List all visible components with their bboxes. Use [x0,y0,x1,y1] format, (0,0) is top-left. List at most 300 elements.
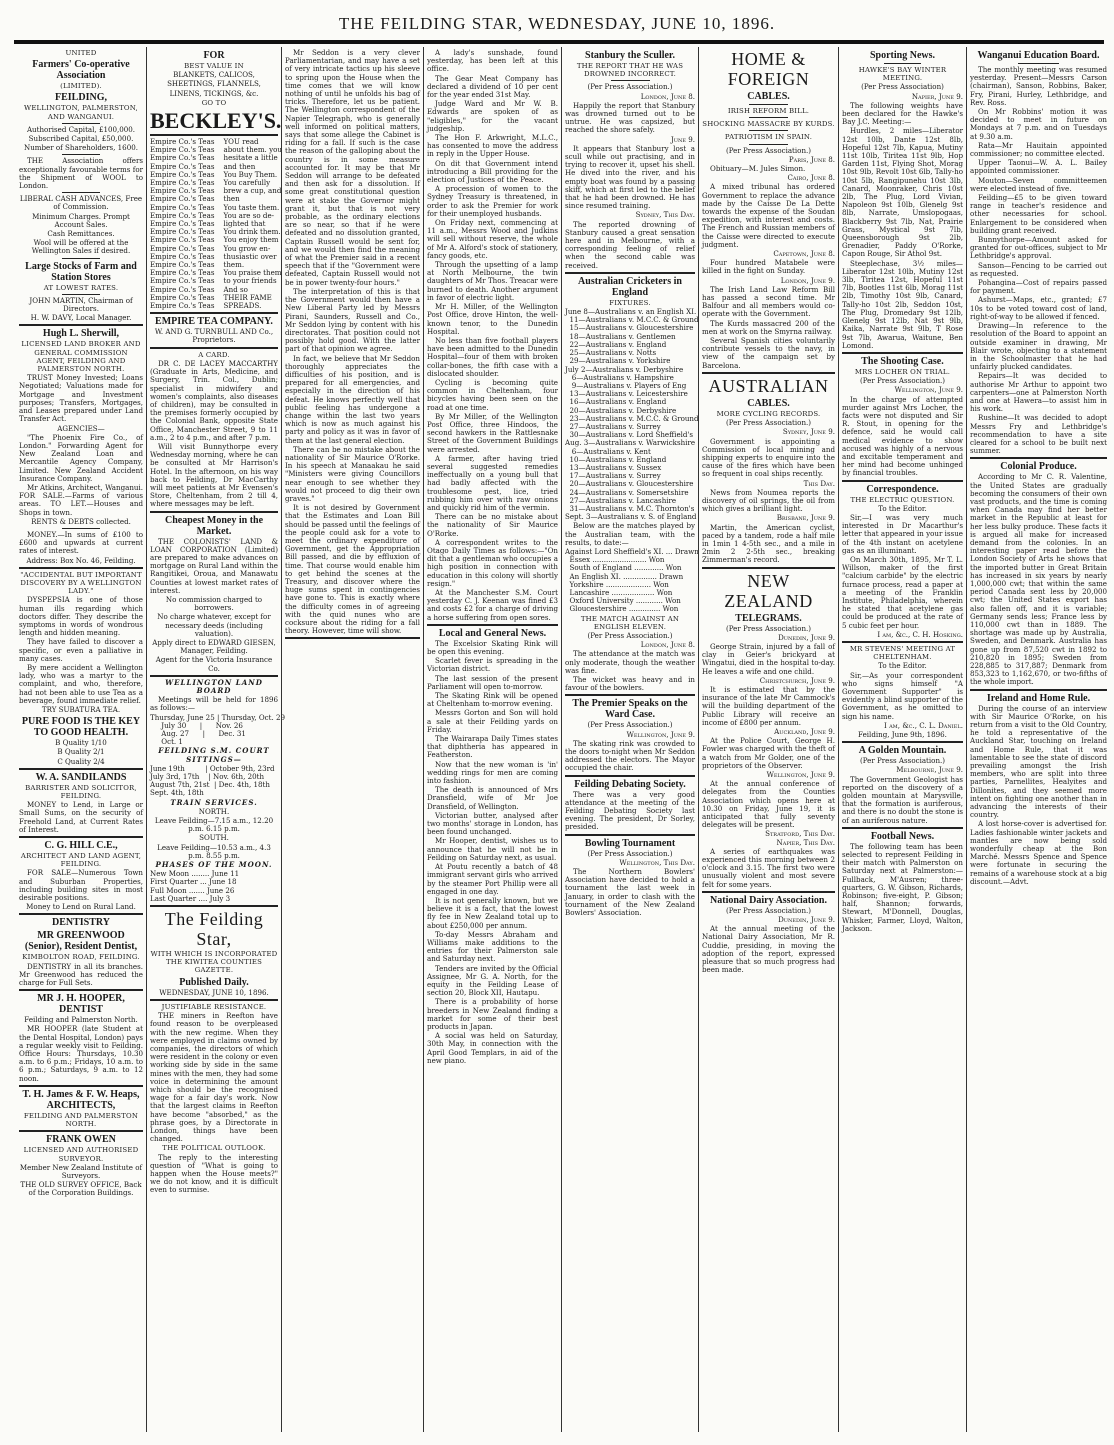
paragraph: Upper Taonui—W. A. L. Bailey appointed commissioner. [970,158,1107,176]
dateline: Napier, June 9. [911,91,963,101]
subheading: BEST VALUE IN [184,62,244,70]
article-heading: Australian Cricketers in England [578,275,682,298]
dateline: I am, &c., C. H. Hosking. [877,629,963,639]
listing-row: 20—Australians v. Derbyshire [565,405,677,415]
subheading: LICENSED AND AUTHORISED SURVEYOR. [23,1146,139,1163]
paragraph: The monthly meeting was resumed yesterday. Present—Messrs Carson (chairman), Sanson, Robbins, Baker, Fry, Pirani, Hurley, Lethbridge, and Rev. Ross. [970,65,1107,107]
centered-line: Leave Feilding—10.53 a.m., 4.3 p.m. 8.55 p.m. [157,842,271,860]
divider-rule [150,134,278,136]
paragraph: It appears that Stanbury lost a scull while out practising, and in trying to recover it, upset his shell. He dived into the river, and his empty boat was found by a passing skiff, which at first led to the belief that he had been drowned. He has since resumed training. [565,143,695,211]
dateline: Wellington, This Day. [619,857,695,867]
section-banner: NEW ZEALAND [724,570,813,611]
divider-rule [62,528,99,529]
centered-line: Address: Box No. 46, Feilding. [26,555,136,565]
subheading: MR STEVENS' MEETING AT CHELTENHAM. [849,645,956,662]
divider-rule [749,104,789,105]
article-heading: EMPIRE TEA COMPANY. [155,316,273,328]
article-heading: FEILDING, [55,92,107,104]
centered-line: Leave Feilding—7.15 a.m., 12.20 p.m. 6.15 p.m. [154,816,274,834]
divider-rule [19,567,143,569]
listing-row: July 30 | Nov. 26 [150,720,243,730]
listing-row: June 8—Australians v. an English XI. [565,307,697,317]
paragraph: The reported drowning of Stanbury caused a great sensation here and in Melbourne, with a corresponding feeling of relief when the second cable was received. [565,219,695,270]
centered-line: (Per Press Association.) [587,848,673,858]
listing-row: 31—Australians v. M.C. Thornton's [565,503,695,513]
listing-row: 15—Australians v. Gloucestershire [565,323,694,333]
paragraph: Happily the report that Stanbury was drowned turned out to be untrue. He was capsized, but reached the shore safely. [565,100,695,135]
article-heading: FRANK OWEN [46,1134,116,1146]
centered-line: (Per Press Association.) [587,82,673,92]
centered-line: WEDNESDAY, JUNE 10, 1896. [159,987,269,997]
subheading: "ACCIDENTAL BUT IMPORTANT DISCOVERY BY A WELLINGTON LADY." [20,570,142,596]
centered-line: AGENCIES— [57,423,105,433]
centered-line: SOUTH. [199,833,229,843]
paragraph: Now that the new woman is 'in' wedding rings for men are coming into fashion. [427,759,558,786]
article-heading: Correspondence. [866,483,939,495]
section-banner: AUSTRALIAN [708,375,829,396]
notice-heading: WELLINGTON LAND BOARD [165,677,263,695]
divider-rule [611,80,650,81]
centered-line: To the Editor. [878,503,927,513]
centered-line: H. W. DAVY, Local Manager. [30,313,132,323]
paragraph: A mixed tribunal has ordered Government to replace the advance made by the Caisse De La Dette towards the expense of the Soudan expedition, with interest and costs. The French and Russian members of the Caisse were directed to execute judgment. [702,182,835,249]
divider-rule [842,352,963,354]
subheading: HAWKE'S BAY WINTER MEETING. [858,66,947,83]
divider-rule [19,836,143,838]
listing-row: Essex ........................ Won [565,555,665,565]
paragraph: Pohangina—Cost of repairs passed for payment. [970,278,1107,296]
article-heading: Published Daily. [179,976,249,988]
paragraph: On Mr Robbins' motion it was decided to meet in future on Mondays at 7 p.m. and on Tuesdays at 9.30 a.m. [970,107,1107,141]
paragraph: The skating rink was crowded to the doors to-night when Mr Seddon addressed the electors. The Mayor occupied the chair. [565,738,695,773]
paragraph: By mere accident a Wellington lady, who was a martyr to the complaint, and who, therefore, had not been able to use Tea as a beverage, found immediate relief. [19,662,143,705]
listing-row: 6—Australians v. Hampshire [565,372,674,382]
dateline: London, June 8. [640,91,695,101]
listing-row: Empire Co.'s Teas You praise them [150,268,282,278]
centered-line: Member New Zealand Institute of Surveyors. [19,1162,143,1180]
dateline: Dunedin, June 9. [778,915,835,925]
paragraph: Several Spanish cities voluntarily contribute vessels to the navy, in view of the campaign set by Barcelona. [702,336,835,370]
listing-row: 20—Australians v. Gloucestershire [565,479,694,489]
divider-rule [884,63,920,64]
centered-line: THE OLD SURVEY OFFICE, Back of the Corporation Buildings. [20,1180,142,1198]
listing-table [150,712,286,747]
listing-row: 13—Australians v. Leicestershire [565,389,688,399]
paragraph: The following weights have been declared for the Hawke's Bay J.C. Meeting:— [842,100,963,127]
paragraph: Meetings will be held for 1896 as follows:— [150,695,278,713]
divider-rule [749,130,789,131]
paragraph: The wicket was heavy and in favour of the bowlers. [565,675,695,693]
listing-row: Empire Co.'s Teas and then [150,161,256,171]
centered-line: (Per Press Association) [861,82,944,92]
paragraph: DYSPEPSIA is one of those human ills regarding which doctors differ. They describe the symptoms in words of wondrous length and hidden meaning. [19,595,143,638]
paragraph: Scarlet fever is spreading in the Victorian district. [427,656,558,674]
paragraph: At Poutu recently a batch of 48 immigrant servant girls who arrived by the steamer Port Phillip were all engaged in one day. [427,862,558,896]
listing-row: Yorkshire .................... Won [565,579,669,589]
paragraph: George Strain, injured by a fall of clay in Geier's brickyard at Wingatui, died in the hospital to-day. He leaves a wife and one child. [702,641,835,676]
listing-row: Empire Co.'s Teas You grow en- [150,243,271,253]
centered-line: RENTS & DEBTS collected. [31,516,131,526]
paragraph: Martin, the American cyclist, paced by a tandem, rode a half mile in 1min 1 4-5th sec., and a mile in 2min 2 2-5th sec., breaking Zimmerman's record. [702,522,835,565]
paragraph: A social was held on Saturday, 30th May, in connection with the April Good Templars, in aid of the new piano. [427,1031,558,1065]
article-heading: A Golden Mountain. [858,745,947,757]
paragraph: By Mr Miller, of the Wellington Post Office, three Hindoos, the second hawkers in the Rattlesnake Street of the Government Buildings were arrested. [427,411,558,454]
divider-rule [150,675,278,677]
divider-rule [842,641,963,643]
paragraph: Mr Seddon is a very clever Parliamentarian, and may have a set of very intricate tactics up his sleeve to spring upon the House when the time comes that we will know nothing of until he unfolds his bag of tricks. Therefore, let us be patient. The Wellington correspondent of the Napier Telegraph, who is generally well informed on political matters, says that some allege the Cabinet is riding for a fall. If such is the case the reason of the galloping about the country is in some measure accounted for. It may be that Mr Seddon will arrange to be defeated and then ask for a dissolution. If some great constitutional question were at stake the Governor might grant it, but that is not very probable, as the ordinary elections are so near, so that if he were defeated and no dissolution granted, Captain Russell would be sent for, and we would then find the meaning of what the Premier said in a recent speech that if the "Government were defeated, Captain Russell would not be in power twenty-four hours." [285,48,420,287]
dateline: Auckland, June 9. [774,726,835,736]
divider-rule [19,989,143,991]
listing-row: Sept. 3—Australians v. S. of England [565,512,697,522]
paragraph: There can be no mistake about the nationality of Sir Maurice O'Rorke. In his speech at Manaakau he said "Ministers were giving Councillors near enough to see whether they would not proceed to dig their own graves." [285,444,420,503]
article-heading: TELEGRAMS. [735,612,802,624]
paragraph: On Friday next, commencing at 11 a.m., Messrs Wood and Judkins will sell without reserve, the whole of Mr A. Alford's stock of stationery, fancy goods, etc. [427,218,558,260]
centered-line: Apply direct to EDWARD GIESEN, Manager, Feilding. [152,637,276,656]
subheading: THE REPORT THAT HE WAS DROWNED INCORRECT. [576,62,684,79]
centered-line: No charge whatever, except for necessary deeds (including valuation). [157,612,271,638]
article-heading: W. A. SANDILANDS [35,771,127,783]
centered-line: Agent for the Victoria Insurance Co. [155,655,273,673]
paragraph: In the charge of attempted murder against Mrs Locher, the facts were not disputed and Sir R. Stout, in opening for the defence, said he would call medical evidence to show accused was highly of a nervous and excitable temperament and her mind had become unhinged by financial troubles. [842,394,963,478]
centered-line: To the Editor. [878,661,927,671]
centered-line: Cash Remittances. [47,229,115,239]
listing-row: 17—Australians v. Surrey [565,471,661,481]
listing-row: Full Moon ....... June 26 [150,885,235,895]
centered-line: BLANKETS, CALICOS, [173,70,255,80]
listing-row: Last Quarter .... July 3 [150,893,231,903]
listing-row: 10—Australians v. England [565,454,667,464]
dateline: Christchurch, June 9. [759,675,835,685]
centered-line: Feilding, June 9th, 1896. [858,730,947,740]
dateline: June 9. [670,134,695,144]
divider-rule [62,258,99,259]
paragraph: The Northern Bowlers' Association have decided to hold a tournament the last week in January, in order to clash with the tournament of the New Zealand Bowlers' Association. [565,867,695,918]
listing-row: Empire Co.'s Teas thusiastic over [150,251,277,261]
paragraph: The interpretation of this is that the Government would then have a New Liberal Party led by Messrs Pirani, Saunders, Russell and Co., Mr Seddon lying by content with his directorates. That position could not possibly hold good. With the latter part of that opinion we agree. [285,286,420,354]
dateline: Napier, This Day. [776,837,835,847]
paragraph: THE Association offers exceptionally favourable terms for the Shipment of WOOL to London. [19,156,143,191]
divider-rule [427,624,558,626]
listing-row: Empire Co.'s Teas them. [150,260,245,270]
paragraph: Victorian butter, analysed after two months' storage in London, has been found unchanged. [427,810,558,837]
column-1 [16,47,146,1432]
paragraph: A procession of women to the Sydney Treasury is threatened, in order to ask the Premier for work for their unemployed husbands. [427,184,558,218]
article-heading: PURE FOOD IS THE KEY TO GOOD HEALTH. [21,716,141,739]
column-8 [966,47,1110,1432]
paragraph: At the Manchester S.M. Court yesterday C. J. Keenan was fined £3 and costs £2 for a charge of driving a horse suffering from open sores. [427,588,558,622]
listing-row: Empire Co.'s Teas then [150,194,240,204]
paragraph: Cycling is becoming quite common in Cheltenham, four bicycles having been seen on the road at one time. [427,377,558,412]
listing-row: Thursday, June 25 | Thursday, Oct. 29 [150,712,286,722]
listing-row: 13—Australians v. Sussex [565,462,662,472]
article-heading: Local and General News. [438,627,547,639]
listing-row: Empire Co.'s Teas You are so de- [150,210,275,220]
article-heading: FOR [203,50,225,61]
paragraph: Drawing—In reference to the resolution of the Board to appoint an outside examiner in drawing, Mr Blair wrote, objecting to a statement in the Schoolmaster that he had unfairly plucked candidates. [970,321,1107,372]
column-5 [561,47,698,1432]
subheading: MORE CYCLING RECORDS. [716,409,821,418]
paragraph: The Kurds massacred 200 of the men at work on the Smyrna railway. [702,318,835,336]
divider-rule [62,123,99,124]
column-7 [838,47,966,1432]
paragraph: MONEY.—In sums of £100 to £600 and upwards at current rates of interest. [19,529,143,556]
article-heading: Colonial Produce. [1000,461,1077,473]
notice-heading: FEILDING S.M. COURT SITTINGS— [158,746,270,764]
dateline: Dunedin, June 9. [778,632,835,642]
listing-row: July 3rd, 17th | Nov. 6th, 20th [150,772,265,782]
newspaper-masthead: THE FEILDING STAR, WEDNESDAY, JUNE 10, 1896. [338,14,776,33]
column-6 [698,47,838,1432]
column-4 [423,47,561,1432]
centered-line: Number of Shareholders, 1600. [24,143,138,153]
divider-rule [150,999,278,1001]
listing-row: Aug. 27 | Dec. 31 [150,729,246,739]
paragraph: There is a probability of horse breeders in New Zealand finding a market for some of their best products in Japan. [427,997,558,1031]
paragraph: They have failed to discover a specific, or even a palliative in many cases. [19,637,143,663]
centered-line: (Per Press Association.) [725,623,812,633]
article-heading: CABLES. [747,397,790,409]
paragraph: Sanson—Fencing to be carried out as requested. [970,260,1107,278]
paragraph: Feilding—£5 to be given toward range in teacher's residence and other necessaries for school. Enlargement to be considered when building grant received. [970,193,1107,235]
listing-row: Oct. 1 [150,737,183,747]
listing-row: Empire Co.'s Teas brew a cup, and [150,186,282,196]
subheading: FIXTURES. [609,298,651,307]
divider-rule [62,192,99,193]
paragraph: Repairs—It was decided to authorise Mr Arthur to appoint two carpenters—one at Palmerston North and one at Hawera—to assist him in his work. [970,371,1107,414]
paragraph: Rata—Mr Hauitain appointed commissioner; no committee elected. [970,140,1107,159]
listing-row: Empire Co.'s Teas to your friends [150,276,277,286]
paragraph: The Gear Meat Company has declared a dividend of 10 per cent for the year ended 31st May. [427,73,558,100]
paragraph: On dit that Government intend introducing a Bill providing for the election of Justices of the Peace. [427,158,558,185]
paragraph: Government is appointing a Commission of local mining and shipping experts to enquire into the cause of the fires which have been so frequent in coal ships recently. [702,436,835,479]
listing-row: Lancashire ................... Won [565,587,673,597]
divider-rule [19,768,143,770]
listing-table [150,765,278,798]
paragraph: MR HOOPER (late Student at the Dental Hospital, London) pays a regular weekly visit to Feilding. Office Hours: Thursdays, 10.30 a.m. to 6 p.m.; Fridays, 10 a.m. to 6 p.m.; Saturdays, 9 a.m. to 12 noon. [19,1024,143,1083]
centered-line: W. AND G. TURNBULL AND Co., Proprietors. [154,327,274,345]
centered-line: Money to Lend on Rural Land. [26,902,136,912]
paragraph: Bunnythorpe—Amount asked for granted for out-offices, subject to Mr Lethbridge's approval. [970,235,1107,261]
centered-line: LINENS, TICKINGS, &c. [169,88,259,98]
article-heading: Football News. [870,830,935,842]
listing-row: Empire Co.'s Teas You taste them. [150,202,280,212]
subheading: AT LOWEST RATES. [43,283,119,292]
divider-rule [285,637,420,639]
divider-rule [565,694,695,696]
paragraph: The Skating Rink will be opened at Cheltenham to-morrow evening. [427,691,558,709]
paragraph: There was a very good attendance at the meeting of the Feilding Debating Society last evening. The president, Dr Sorley, presided. [565,789,695,832]
paragraph: Steeplechase, 3½ miles—Liberator 12st 10lb, Mutiny 12st 3lb, Tiritea 12st, Hopeful 11st 7lb, Bootles 11st 6lb, Morag 11st 2lb, Timothy 10st 9lb, Canard, Tally-ho 10st 2lb, Seddon 10st, The Plug, Dromedary 9st 12lb, Glenelg 9st 12lb, Nat 9st 9lb, Kaika, Narrate 9st 9lb, T Rose 9st 7lb, Awarua, Waitune, Ben Lomond. [842,258,963,350]
article-heading: National Dairy Association. [710,894,827,906]
dateline: Wellington, June 9. [626,729,695,739]
dateline: This Day. [803,478,835,488]
centered-line: LIBERAL CASH ADVANCES, Free of Commission. [19,194,143,212]
paragraph: Messrs Gorton and Son will hold a sale at their Feilding yards on Friday. [427,708,558,734]
article-heading: The Shooting Case. [861,355,944,367]
divider-rule [565,775,695,777]
dateline: Melbourne, June 9. [896,765,963,775]
centered-line: NORTH. [198,806,230,816]
divider-rule [749,117,789,118]
centered-line: B Quality 1/10 [55,738,107,748]
paragraph: The Irish Land Law Reform Bill has passed a second time. Mr Balfour and all members would co-operate with the Government. [702,284,835,319]
listing-row: 16—Australians v. England [565,397,667,407]
paragraph: In fact, we believe that Mr Seddon thoroughly appreciates the difficulties of his position, and is prepared for all emergencies, and especially in the direction of his defeat. He knows perfectly well that public feeling has undergone a change within the last two years which is now as much against his party and policy as it was in favor of them at the last general election. [285,353,420,445]
listing-row: Against Lord Sheffield's XI. ... Drawn [565,546,699,556]
article-heading: MR GREENWOOD (Senior), Resident Dentist, [24,930,138,953]
subheading: A CARD. [198,350,230,359]
paragraph: Rushine—It was decided to adopt Messrs Fry and Lethbridge's recommendation to have a site cleared for a school to be built next summer. [970,413,1107,456]
paragraph: "The Phoenix Fire Co., of London." Forwarding Agent for New Zealand Loan and Mercantile Agency Company, Limited. New Zealand Accident Insurance Company. [19,432,143,483]
listing-row: 6—Australians v. Kent [565,446,651,456]
divider-rule [150,312,278,314]
paragraph: Mr H. Miller, of the Wellington Post Office, drove Hinton, the well-known tenor, to the Dunedin Hospital. [427,302,558,336]
listing-table [150,870,278,903]
subheading: UNITED [65,49,97,57]
subheading: GO TO [201,98,227,107]
paragraph: THE COLONISTS' LAND & LOAN CORPORATION (Limited) are prepared to make advances on mortgage on Rural Land within the Rangitikei, Oroua, and Manawatu Counties at lowest market rates of interest. [150,536,278,595]
paragraph: The last session of the present Parliament will open to-morrow. [427,673,558,691]
paragraph: DENTISTRY in all its branches. Mr Greenwood has reduced the charge for Full Sets. [19,961,143,988]
dateline: Cairo, June 8. [787,173,835,183]
paragraph: MONEY to Lend, in Large or Small Sums, on the security of Freehold Land, at Current Rates of Interest. [19,800,143,834]
listing-table [565,307,699,522]
article-heading: The Premier Speaks on the Ward Case. [572,698,688,721]
subheading: (LIMITED). [60,82,102,91]
paragraph: Four hundred Matabele were killed in the fight on Sunday. [702,258,835,276]
newspaper-columns [16,47,1110,1432]
centered-line: (Per Press Association.) [859,756,946,766]
paragraph: Mouton—Seven committeemen were elected instead of five. [970,175,1107,193]
divider-rule [19,1130,143,1132]
paragraph: DR C. DE LACEY MACCARTHY (Graduate in Arts, Medicine, and Surgery, Trin. Col., Dublin; specialist in midwifery and women's complaints, also diseases of children), may be consulted in the premises formerly occupied by the Colonial Bank, opposite State Office, Manchester Street, 9 to 11 a.m., 2 to 4 p.m., and after 7 p.m. [150,358,278,442]
paragraph: Judge Ward and Mr W. B. Edwards are spoken of as "eligibles," for the vacant judgeship. [427,99,558,133]
paragraph: The Hon F. Arkwright, M.L.C., has consented to move the address in reply in the Upper House. [427,133,558,159]
column-2 [146,47,286,1432]
dateline: Capetown, June 8. [773,249,835,259]
divider-rule [565,834,695,836]
paragraph: A correspondent writes to the Otago Daily Times as follows:—"On dit that a gentleman who occupies a high position in connection with education in this colony will shortly resign." [427,537,558,588]
dateline: London, June 8. [640,640,695,650]
subheading: IRISH REFORM BILL. [727,107,810,115]
divider-rule [702,567,835,569]
divider-rule [842,827,963,829]
article-heading: Sporting News. [869,50,935,61]
listing-row: Empire Co.'s Teas THEIR FAME [150,292,272,302]
paragraph: The reply to the interesting question of "What is going to happen when the House meets?" we do not know, and it is difficult even to surmise. [150,1152,278,1195]
listing-row: Empire Co.'s Teas about them. you [150,145,282,155]
section-banner: HOME & FOREIGN [727,49,810,89]
article-heading: Bowling Tournament [584,837,676,849]
article-heading: Cheapest Money in the Market. [164,514,264,537]
dateline: Paris, June 8. [788,154,835,164]
listing-row: 24—Australians v. Somersetshire [565,487,689,497]
dateline: Brisbane, June 9. [776,513,835,523]
divider-rule [702,372,835,374]
listing-row: First Quarter ... June 18 [150,877,237,887]
centered-line: B Quality 2/1 [57,747,105,757]
paragraph: At the Police Court, George H. Fowler was charged with the theft of a watch from Mr Golder, one of the proprietors of the Observer. [702,736,836,770]
listing-row: Empire Co.'s Teas You carefully [150,178,271,188]
centered-line: JOHN MARTIN, Chairman of Directors. [29,295,133,314]
paragraph: THE miners in Reefton have found reason to be overpleased with the new regime. When they were employed in claims owned by companies, the directors of which were resident in the colony or even working side by side in the same mines with the men, they had some voice in determining the amount which should be the recognised wage for a fair day's work. Now that the largest claims in Reefton have become "absorbed," as the phrase goes, by a Directorate in London, things have been changed. [150,1011,278,1144]
paragraph: At the annual meeting of the National Dairy Association, Mr R. Cuddie, presiding, in moving the adoption of the report, expressed pleasure that so much progress had been made. [702,924,835,975]
listing-row: Empire Co.'s Teas You Buy Them. [150,169,278,179]
paragraph: At the annual conference of delegates from the Counties Association which opens here at 10.30 on Friday, June 19, it is anticipated that fully seventy delegates will be present. [702,779,835,830]
dateline: London, June 9. [780,275,835,285]
listing-row: 27—Australians v. Lancashire [565,495,677,505]
subheading: FEILDING AND PALMERSTON NORTH. [23,1111,139,1129]
subheading: MRS LOCHER ON TRIAL. [854,367,951,376]
listing-row: An English XI. ............... Drawn [565,571,684,581]
paragraph: The following team has been selected to represent Feilding in their match with Palmerston on Saturday next at Palmerston:—Fullback, M'Ausren; three-quarters, G. W. Gibson, Richards, Robinson; five-eight, P. Gibson; half, Shannon; forwards, Stewart, M'Donnell, Douglas, Whisker, Farmer, Lloyd, Walton, Jackson. [842,841,963,933]
subheading: PATRIOTISM IN SPAIN. [724,133,813,142]
divider-rule [19,324,143,326]
dateline: I am, &c., C. L. Daniel. [884,720,963,730]
subheading: BARRISTER AND SOLICITOR, FEILDING. [25,783,137,801]
listing-row: Empire Co.'s Teas hesitate a little [150,153,278,163]
paragraph: There can be no mistake about the nationality of Sir Maurice O'Rorke. [427,512,558,538]
dateline: Wellington, June 9. [894,385,963,395]
listing-row: 22—Australians v. England [565,339,667,349]
subheading: JUSTIFIABLE RESISTANCE. [161,1002,267,1011]
divider-rule [842,480,963,482]
listing-row: Empire Co.'s Teas lighted that [150,219,266,229]
listing-row: 11—Australians v. M.C.C. & Ground [565,315,699,325]
subheading: THE ELECTRIC QUESTION. [850,495,955,504]
paragraph: Obituary—M. Jules Simon. [710,164,806,174]
divider-rule [970,457,1107,459]
paragraph: On March 30th, 1895, Mr T. L. Willson, maker of the first "calcium carbide" by the electric furnace process, read a paper at a meeting of the Franklin Institute, Philadelphia, wherein he stated that acetylene gas could be produced at the rate of 5 cubic feet per hour. [842,554,963,630]
article-heading: T. H. James & F. W. Heaps, ARCHITECTS, [22,1088,140,1111]
article-heading: C. G. HILL C.E., [44,840,118,852]
paragraph: The death is announced of Mrs Dransfield, wife of Mr Joe Dransfield, of Wellington. [427,785,558,811]
listing-row: Aug. 3—Australians v. Warwickshire [565,438,696,448]
paragraph: The Excelsior Skating Rink will be open this evening. [427,638,558,657]
article-heading: CABLES. [747,91,790,102]
section-banner: The Feilding Star, [164,909,264,950]
subheading: KIMBOLTON ROAD, FEILDING. [22,953,140,962]
centered-line: (Per Press Association.) [587,720,673,730]
article-heading: MR J. H. HOOPER, DENTIST [37,993,125,1016]
subheading: SHOCKING MASSACRE BY KURDS. [702,120,835,129]
divider-rule [19,1085,143,1087]
paragraph: Sir,—As your correspondent who signs himself "A Government Supporter" is evidently a blind supporter of the Government, as he omitted to sign his name. [842,670,963,721]
paragraph: It is not generally known, but we believe it is a fact, that the lowest fly fee in New Zealand total up to about £250,000 per annum. [427,895,558,930]
listing-row: 29—Australians v. Yorkshire [565,356,671,366]
listing-row: Sept. 4th, 18th [150,788,204,798]
advert-headline: BECKLEY'S. [150,108,282,134]
dateline: Wellington, June 9. [766,770,835,779]
paragraph: Hurdles, 2 miles—Liberator 12st 10lb, Dante 12st 8lb, Hopeful 12st 7lb, Kapua, Mutiny 11st 10lb, Tiritea 11st 9lb, Hop Garden 11st, Flying Shot, Morag 10st 9lb, Revolt 10st 6lb, Tally-ho 10st 5lb, Rangipunehu 10st 3lb, Canard, Moonraker, Chris 10st 2lb, The Plug, Lord Vivian, Napoleon 9st 10lb, Glenelg 9st 8lb, Narrate, Umslopogaas, Blackberry 9st 7lb, Nat, Prairie Grass, Mystical 9st 7lb, Queensborough 9st 2lb, Grenadier, Paddy O'Rorke, Capon Rouge, Sir Athol 9st. [842,126,963,259]
divider-rule [62,154,99,155]
listing-table [150,137,282,311]
subheading: THE MATCH AGAINST AN ENGLISH ELEVEN. [580,614,680,631]
paragraph: Through the upsetting of a lamp at North Melbourne, the twin daughters of Mr Thos. Treacar were burned to death. Another argument in favor of electric light. [427,260,558,302]
paragraph: The Government Geologist has reported on the discovery of a golden mountain at Marysville, that the formation is auriferous, and there is no doubt the stone is of an auriferous nature. [842,774,963,825]
paragraph: Below are the matches played by the Australian team, with the results, to date:— [565,521,695,547]
centered-line: Feilding and Palmerston North. [24,1015,138,1025]
paragraph: To-day Messrs Abraham and Williams make additions to the entries for their Palmerston sale and Saturday next. [427,929,558,964]
listing-row: Empire Co.'s Teas SPREADS. [150,301,262,311]
dateline: Sydney, June 9. [782,427,835,437]
notice-heading: TRAIN SERVICES. [170,797,258,807]
paragraph: A farmer, after having tried several suggested remedies ineffectually on a young bull that had badly affected with the troublesome pest, lice, tried rubbing him over with raw onions and quickly rid him of the vermin. [427,453,558,512]
centered-line: Minimum Charges. Prompt Account Sales. [32,211,130,229]
centered-line: (Per Press Association.) [587,631,673,640]
centered-line: (Per Press Association.) [725,905,812,915]
centered-line: (Per Press Association.) [725,145,812,155]
